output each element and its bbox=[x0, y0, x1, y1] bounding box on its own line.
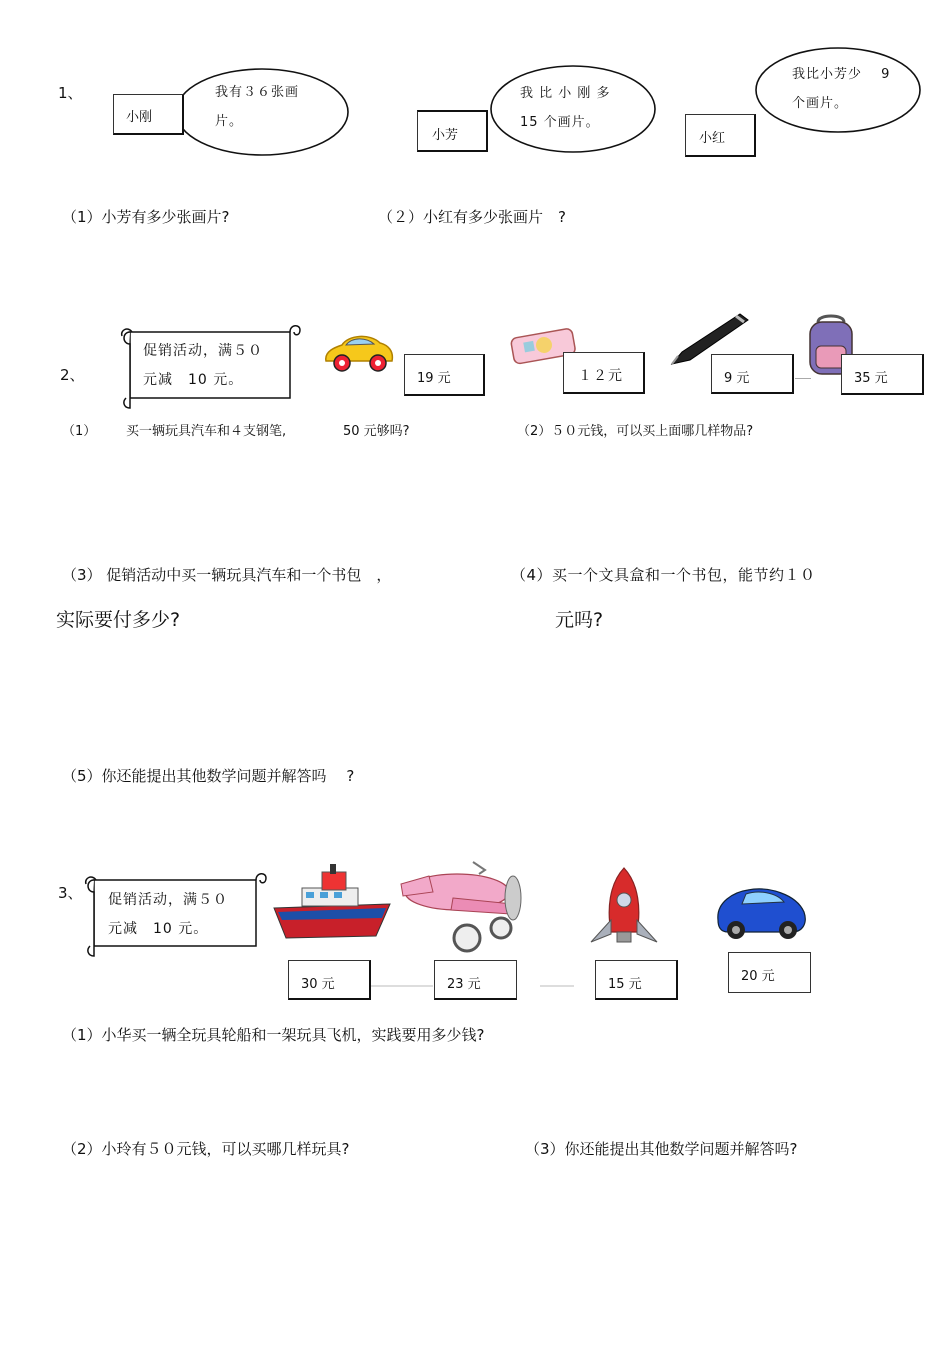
question-2-4-line2: 元吗? bbox=[555, 609, 604, 631]
question-2-3-line2: 实际要付多少? bbox=[56, 609, 181, 631]
question-2-1-text: 买一辆玩具汽车和４支钢笔, bbox=[126, 424, 287, 439]
speech-text-xiaofang: 我 比 小 刚 多 15 个画片。 bbox=[520, 86, 611, 130]
price-tag-backpack: 35 元 bbox=[841, 354, 924, 395]
price-tag-racecar: 20 元 bbox=[728, 952, 811, 993]
price-tag-rocket: 15 元 bbox=[595, 960, 678, 1000]
promo-text: 促销活动，满５０ 元减 10 元。 bbox=[143, 343, 263, 388]
question-2-1-prefix: （1） bbox=[62, 424, 97, 439]
toy-ship-icon bbox=[272, 862, 392, 940]
name-box-xiaofang: 小芳 bbox=[417, 110, 488, 152]
price-tag-pencil-box: １２元 bbox=[563, 352, 645, 394]
question-1-1: （1）小芳有多少张画片? bbox=[62, 208, 230, 226]
speech-text-xiaogang: 我有３６张画 片。 bbox=[215, 85, 300, 129]
connector-line bbox=[795, 378, 811, 379]
question-2-2: （2）５０元钱，可以买上面哪几样物品? bbox=[517, 424, 754, 439]
question-3-3: （3）你还能提出其他数学问题并解答吗? bbox=[525, 1140, 798, 1158]
toy-car-icon bbox=[322, 331, 396, 375]
section-3-number: 3、 bbox=[58, 884, 83, 902]
speech-text-xiaohong: 我比小芳少 9 个画片。 bbox=[792, 67, 891, 111]
question-1-2: （２）小红有多少张画片 ? bbox=[378, 208, 566, 226]
question-2-1-suffix: 50 元够吗? bbox=[343, 424, 410, 439]
connector-line bbox=[371, 985, 433, 987]
section-2-number: 2、 bbox=[60, 366, 85, 384]
connector-line bbox=[540, 985, 574, 987]
toy-plane-icon bbox=[393, 856, 533, 956]
price-tag-pen: 9 元 bbox=[711, 354, 794, 394]
question-2-3-line1: （3） 促销活动中买一辆玩具汽车和一个书包 ， bbox=[62, 566, 392, 584]
price-tag-plane: 23 元 bbox=[434, 960, 517, 1000]
name-box-xiaogang: 小刚 bbox=[113, 94, 184, 135]
toy-racecar-icon bbox=[712, 880, 810, 942]
name-box-xiaohong: 小红 bbox=[685, 114, 756, 157]
price-tag-ship: 30 元 bbox=[288, 960, 371, 1000]
section-1-number: 1、 bbox=[58, 84, 83, 102]
question-3-1: （1）小华买一辆全玩具轮船和一架玩具飞机，实践要用多少钱? bbox=[62, 1026, 485, 1044]
question-3-2: （2）小玲有５０元钱，可以买哪几样玩具? bbox=[62, 1140, 350, 1158]
promo-text-2: 促销活动，满５０ 元减 10 元。 bbox=[108, 892, 228, 937]
toy-rocket-icon bbox=[587, 866, 661, 950]
price-tag-car: 19 元 bbox=[404, 354, 485, 396]
question-2-4-line1: （4）买一个文具盒和一个书包，能节约１０ bbox=[511, 566, 816, 584]
question-2-5: （5）你还能提出其他数学问题并解答吗 ? bbox=[62, 767, 355, 785]
